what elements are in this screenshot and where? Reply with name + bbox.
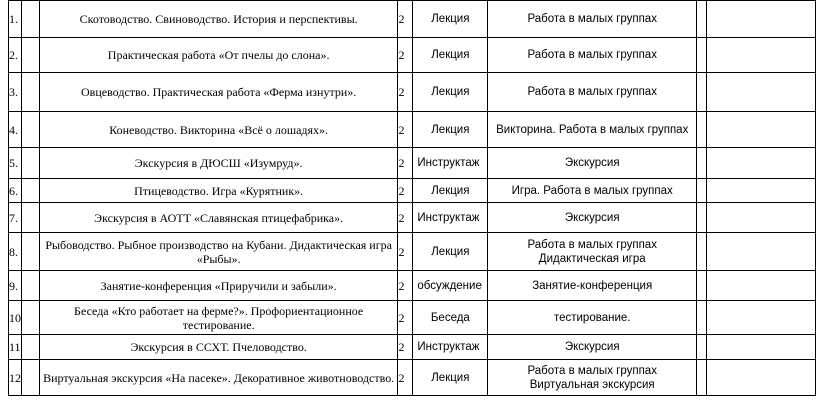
lesson-form-line: Работа в малых группах [527, 238, 657, 251]
empty-cell [697, 112, 707, 148]
lesson-type: Беседа [413, 301, 488, 335]
empty-cell [707, 179, 816, 203]
empty-cell [707, 1, 816, 38]
lesson-hours: 2 [398, 271, 413, 301]
row-number: 5. [9, 148, 22, 179]
table-row [9, 233, 816, 271]
lesson-hours: 2 [398, 335, 413, 360]
empty-cell [707, 112, 816, 148]
lesson-topic: Экскурсия в АОТТ «Славянская птицефабрика». [39, 203, 398, 233]
empty-cell [707, 73, 816, 112]
lesson-form [488, 38, 697, 73]
lesson-hours: 2 [398, 360, 413, 396]
lesson-topic: Птицеводство. Игра «Курятник». [39, 179, 398, 203]
lesson-type: Лекция [413, 112, 488, 148]
empty-cell [707, 360, 816, 396]
empty-cell [707, 148, 816, 179]
empty-cell [697, 179, 707, 203]
lesson-hours: 2 [398, 73, 413, 112]
empty-cell [697, 301, 707, 335]
empty-cell [697, 271, 707, 301]
empty-cell [22, 112, 40, 148]
empty-cell [707, 335, 816, 360]
empty-cell [22, 301, 40, 335]
empty-cell [697, 73, 707, 112]
empty-cell [22, 203, 40, 233]
row-number: 12 [9, 360, 22, 396]
empty-cell [707, 271, 816, 301]
lesson-form [488, 1, 697, 38]
lesson-topic: Овцеводство. Практическая работа «Ферма изнутри». [39, 73, 398, 112]
table-row [9, 301, 816, 335]
table-row [9, 335, 816, 360]
lesson-hours: 2 [398, 112, 413, 148]
lesson-plan-body [9, 1, 816, 396]
lesson-hours: 2 [398, 203, 413, 233]
table-row [9, 148, 816, 179]
empty-cell [22, 1, 40, 38]
empty-cell [22, 38, 40, 73]
lesson-topic: Экскурсия в ССХТ. Пчеловодство. [39, 335, 398, 360]
lesson-form-line: Работа в малых группах [527, 364, 657, 377]
lesson-form [488, 179, 697, 203]
lesson-topic: Коневодство. Викторина «Всё о лошадях». [39, 112, 398, 148]
lesson-hours: 2 [398, 233, 413, 271]
table-row [9, 38, 816, 73]
empty-cell [697, 360, 707, 396]
lesson-form-line: Викторина. Работа в малых группах [496, 123, 689, 136]
lesson-plan-table [8, 0, 816, 396]
row-number: 3. [9, 73, 22, 112]
lesson-form-line: Экскурсия [564, 211, 620, 224]
table-row [9, 203, 816, 233]
table-row [9, 1, 816, 38]
lesson-type: Лекция [413, 179, 488, 203]
lesson-form-line: Виртуальная экскурсия [529, 378, 655, 391]
empty-cell [707, 301, 816, 335]
empty-cell [22, 233, 40, 271]
lesson-hours: 2 [398, 301, 413, 335]
lesson-form [488, 73, 697, 112]
lesson-form [488, 203, 697, 233]
row-number: 2. [9, 38, 22, 73]
lesson-type: Лекция [413, 38, 488, 73]
lesson-type: Лекция [413, 73, 488, 112]
lesson-form-line: Работа в малых группах [527, 13, 657, 25]
row-number: 10 [9, 301, 22, 335]
lesson-form-line: Работа в малых группах [527, 49, 657, 61]
empty-cell [22, 271, 40, 301]
row-number: 1. [9, 1, 22, 38]
empty-cell [22, 335, 40, 360]
empty-cell [697, 203, 707, 233]
lesson-form-line: Игра. Работа в малых группах [511, 184, 673, 197]
lesson-form [488, 148, 697, 179]
table-row [9, 73, 816, 112]
empty-cell [707, 233, 816, 271]
lesson-type: Инструктаж [413, 335, 488, 360]
table-row [9, 179, 816, 203]
empty-cell [22, 148, 40, 179]
lesson-topic: Занятие-конференция «Приручили и забыли». [39, 271, 398, 301]
table-row [9, 360, 816, 396]
lesson-type: Лекция [413, 360, 488, 396]
lesson-form [488, 233, 697, 271]
row-number: 7. [9, 203, 22, 233]
empty-cell [697, 1, 707, 38]
lesson-form [488, 112, 697, 148]
lesson-hours: 2 [398, 148, 413, 179]
lesson-form [488, 301, 697, 335]
lesson-form-line: Работа в малых группах [527, 86, 657, 98]
lesson-topic: Виртуальная экскурсия «На пасеке». Декоративное животноводство. [39, 360, 398, 396]
lesson-topic: Беседа «Кто работает на ферме?». Профориентационное тестирование. [39, 301, 398, 335]
empty-cell [697, 233, 707, 271]
lesson-type: обсуждение [413, 271, 488, 301]
lesson-hours: 2 [398, 1, 413, 38]
row-number: 6. [9, 179, 22, 203]
row-number: 9. [9, 271, 22, 301]
row-number: 8. [9, 233, 22, 271]
row-number: 11 [9, 335, 22, 360]
lesson-hours: 2 [398, 38, 413, 73]
empty-cell [697, 38, 707, 73]
lesson-type: Лекция [413, 233, 488, 271]
table-row [9, 112, 816, 148]
lesson-topic: Экскурсия в ДЮСШ «Изумруд». [39, 148, 398, 179]
lesson-type: Инструктаж [413, 148, 488, 179]
empty-cell [707, 203, 816, 233]
lesson-form [488, 271, 697, 301]
lesson-form-line: тестирование. [553, 311, 631, 324]
empty-cell [22, 179, 40, 203]
empty-cell [22, 73, 40, 112]
lesson-topic: Практическая работа «От пчелы до слона». [39, 38, 398, 73]
lesson-topic: Рыбоводство. Рыбное производство на Кубани. Дидактическая игра «Рыбы». [39, 233, 398, 271]
lesson-form-line: Экскурсия [564, 157, 620, 169]
empty-cell [697, 335, 707, 360]
lesson-form-line: Занятие-конференция [532, 279, 653, 292]
lesson-form-line: Экскурсия [564, 341, 620, 353]
lesson-type: Инструктаж [413, 203, 488, 233]
lesson-type: Лекция [413, 1, 488, 38]
lesson-form [488, 360, 697, 396]
lesson-form-line: Дидактическая игра [538, 252, 646, 265]
lesson-hours: 2 [398, 179, 413, 203]
row-number: 4. [9, 112, 22, 148]
table-row [9, 271, 816, 301]
empty-cell [697, 148, 707, 179]
lesson-form [488, 335, 697, 360]
empty-cell [22, 360, 40, 396]
empty-cell [707, 38, 816, 73]
lesson-topic: Скотоводство. Свиноводство. История и перспективы. [39, 1, 398, 38]
